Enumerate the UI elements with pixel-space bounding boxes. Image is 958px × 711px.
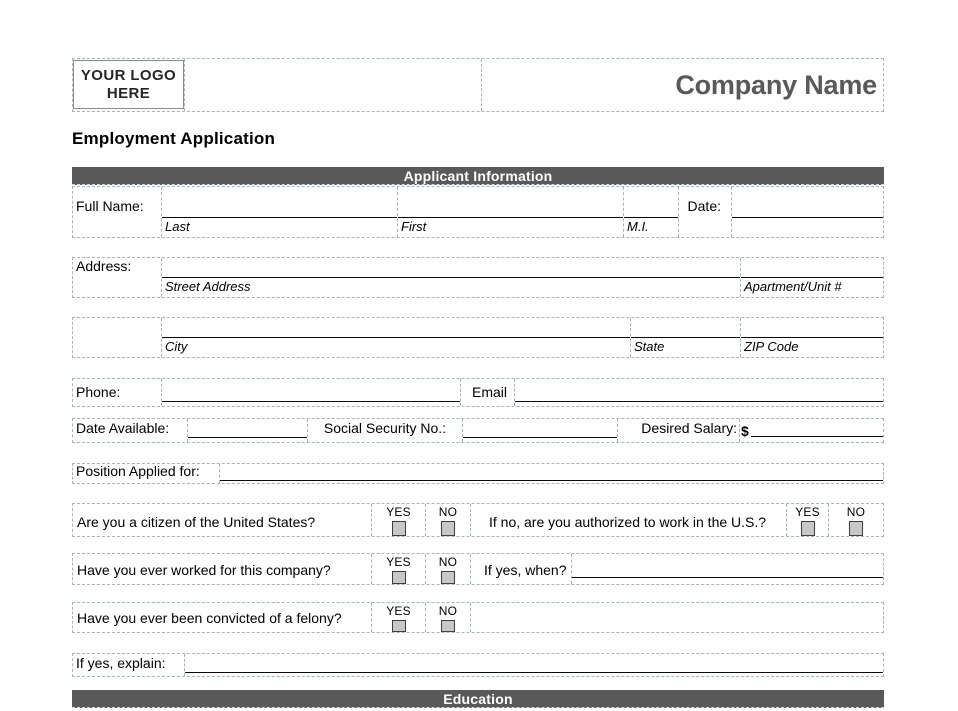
email-field[interactable] xyxy=(514,379,883,406)
yes-header: YES xyxy=(386,505,411,519)
phone-field[interactable] xyxy=(161,379,460,406)
currency-sign: $ xyxy=(741,423,749,439)
city-field[interactable] xyxy=(161,318,630,357)
if-yes-explain-label: If yes, explain: xyxy=(76,655,166,671)
felony-question-row xyxy=(72,602,884,633)
section-header-applicant-information: Applicant Information xyxy=(72,167,884,185)
address-label: Address: xyxy=(76,258,132,274)
explain-row xyxy=(72,653,884,677)
yes-header: YES xyxy=(386,555,411,569)
citizen-yes-checkbox[interactable] xyxy=(392,521,406,536)
felony-yes-checkbox[interactable] xyxy=(392,620,406,632)
yes-header: YES xyxy=(795,505,820,519)
last-sublabel: Last xyxy=(165,219,190,234)
date-available-field[interactable] xyxy=(187,419,307,442)
logo-cell xyxy=(73,59,184,111)
last-name-field[interactable] xyxy=(161,187,397,237)
authorized-question: If no, are you authorized to work in the U.S.? xyxy=(470,504,786,536)
street-address-field[interactable] xyxy=(161,258,740,297)
street-address-sublabel: Street Address xyxy=(165,279,251,294)
logo-placeholder: YOUR LOGO HERE xyxy=(73,60,184,109)
middle-initial-field[interactable] xyxy=(623,187,678,237)
first-name-field[interactable] xyxy=(397,187,623,237)
if-yes-explain-field[interactable] xyxy=(184,654,883,676)
empty-cell xyxy=(470,603,883,632)
ssn-label: Social Security No.: xyxy=(307,419,462,442)
empty-label-cell xyxy=(73,318,161,357)
ssn-field[interactable] xyxy=(462,419,617,442)
position-label: Position Applied for: xyxy=(76,464,200,479)
full-name-row xyxy=(72,186,884,238)
date-label: Date: xyxy=(687,198,721,214)
desired-salary-field[interactable] xyxy=(739,419,883,442)
apartment-unit-sublabel: Apartment/Unit # xyxy=(744,279,842,294)
authorized-no-checkbox[interactable] xyxy=(849,521,863,536)
city-sublabel: City xyxy=(165,339,188,354)
state-sublabel: State xyxy=(634,339,665,354)
authorized-yes-checkbox[interactable] xyxy=(801,521,815,536)
email-label: Email xyxy=(460,379,514,406)
no-header: NO xyxy=(438,505,458,519)
header-spacer-cell xyxy=(184,59,481,111)
yes-header: YES xyxy=(386,604,411,618)
full-name-label: Full Name: xyxy=(76,198,144,214)
no-header: NO xyxy=(846,505,866,519)
if-yes-when-label: If yes, when? xyxy=(470,554,571,584)
position-field[interactable] xyxy=(219,464,883,483)
phone-email-row xyxy=(72,378,884,407)
felony-question: Have you ever been convicted of a felony? xyxy=(77,610,342,626)
date-field[interactable] xyxy=(731,187,883,237)
position-row xyxy=(72,463,884,484)
header-table xyxy=(72,58,884,112)
date-available-label: Date Available: xyxy=(76,420,170,436)
company-name: Company Name xyxy=(481,59,883,111)
state-field[interactable] xyxy=(630,318,740,357)
zip-code-field[interactable] xyxy=(740,318,883,357)
availability-row xyxy=(72,418,884,443)
desired-salary-label: Desired Salary: xyxy=(617,419,739,442)
zip-code-sublabel: ZIP Code xyxy=(744,339,799,354)
felony-no-checkbox[interactable] xyxy=(441,620,455,632)
worked-question: Have you ever worked for this company? xyxy=(77,562,331,578)
no-header: NO xyxy=(438,604,458,618)
citizen-question-row xyxy=(72,503,884,537)
address-row xyxy=(72,257,884,298)
no-header: NO xyxy=(438,555,458,569)
worked-question-row xyxy=(72,553,884,585)
first-sublabel: First xyxy=(401,219,427,234)
phone-label: Phone: xyxy=(76,384,121,400)
citizen-question: Are you a citizen of the United States? xyxy=(77,514,316,530)
if-yes-when-field[interactable] xyxy=(571,554,883,584)
page-title: Employment Application xyxy=(72,129,276,148)
section-header-education: Education xyxy=(72,690,884,708)
citizen-no-checkbox[interactable] xyxy=(441,521,455,536)
city-state-zip-row xyxy=(72,317,884,358)
worked-yes-checkbox[interactable] xyxy=(392,571,406,584)
worked-no-checkbox[interactable] xyxy=(441,571,455,584)
apartment-unit-field[interactable] xyxy=(740,258,883,297)
mi-sublabel: M.I. xyxy=(627,219,649,234)
